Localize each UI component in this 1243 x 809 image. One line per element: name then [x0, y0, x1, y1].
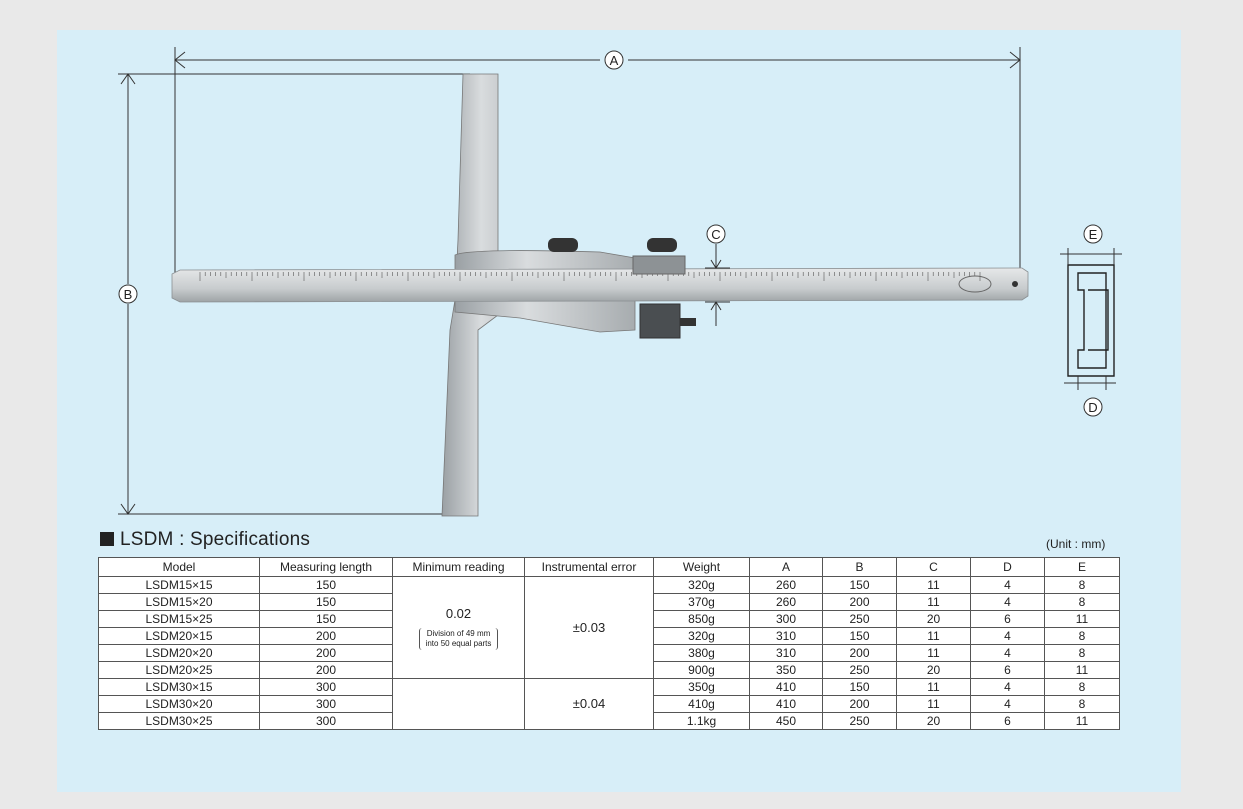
cell-length: 150: [260, 577, 393, 594]
minimum-reading-value: 0.02: [445, 605, 472, 621]
title-square-icon: [100, 532, 114, 546]
header-b: B: [823, 558, 897, 577]
cell-b: 150: [823, 679, 897, 696]
beam-hole: [1012, 281, 1018, 287]
label-c: C: [711, 227, 721, 242]
cell-length: 150: [260, 611, 393, 628]
cell-weight: 900g: [654, 662, 750, 679]
cell-c: 20: [897, 662, 971, 679]
cell-length: 200: [260, 645, 393, 662]
note-line-2: into 50 equal parts: [425, 638, 492, 648]
cell-model: LSDM20×20: [99, 645, 260, 662]
cell-b: 200: [823, 645, 897, 662]
cell-weight: 370g: [654, 594, 750, 611]
header-model: Model: [99, 558, 260, 577]
cell-b: 200: [823, 594, 897, 611]
cell-c: 11: [897, 628, 971, 645]
cell-c: 11: [897, 577, 971, 594]
cell-length: 300: [260, 696, 393, 713]
cell-weight: 850g: [654, 611, 750, 628]
cell-b: 250: [823, 611, 897, 628]
cell-d: 6: [971, 713, 1045, 730]
cell-c: 11: [897, 645, 971, 662]
cell-model: LSDM20×15: [99, 628, 260, 645]
table-row: [99, 577, 1120, 594]
fine-adjust-screw: [680, 318, 696, 326]
cell-c: 20: [897, 713, 971, 730]
cell-b: 150: [823, 577, 897, 594]
dimension-e: [1060, 248, 1122, 265]
fine-adjust-block: [640, 304, 680, 338]
label-a: A: [609, 53, 619, 68]
cell-a: 450: [750, 713, 823, 730]
header-instrumental-error: Instrumental error: [525, 558, 654, 577]
cell-weight: 1.1kg: [654, 713, 750, 730]
minimum-reading-note: [419, 628, 499, 650]
cell-c: 20: [897, 611, 971, 628]
header-d: D: [971, 558, 1045, 577]
cell-d: 4: [971, 577, 1045, 594]
cell-c: 11: [897, 594, 971, 611]
cell-weight: 410g: [654, 696, 750, 713]
header-a: A: [750, 558, 823, 577]
note-line-1: Division of 49 mm: [426, 628, 491, 638]
cell-model: LSDM15×15: [99, 577, 260, 594]
label-e: E: [1088, 227, 1098, 242]
cell-length: 300: [260, 679, 393, 696]
cell-e: 11: [1045, 713, 1120, 730]
cell-length: 150: [260, 594, 393, 611]
cell-b: 250: [823, 662, 897, 679]
cell-weight: 350g: [654, 679, 750, 696]
cell-model: LSDM30×15: [99, 679, 260, 696]
dimension-a: [175, 47, 1020, 283]
header-weight: Weight: [654, 558, 750, 577]
cell-d: 4: [971, 594, 1045, 611]
cell-b: 200: [823, 696, 897, 713]
cell-d: 6: [971, 662, 1045, 679]
dimension-d: [1064, 376, 1116, 390]
cell-a: 310: [750, 645, 823, 662]
spec-title-text: LSDM : Specifications: [120, 529, 311, 550]
cell-length: 200: [260, 628, 393, 645]
cell-length: 300: [260, 713, 393, 730]
cell-a: 410: [750, 696, 823, 713]
cell-a: 350: [750, 662, 823, 679]
cell-b: 250: [823, 713, 897, 730]
scale-beam: [172, 268, 1028, 302]
cell-a: 310: [750, 628, 823, 645]
lock-screw-knob-1: [548, 238, 578, 252]
cell-e: 8: [1045, 594, 1120, 611]
cell-d: 4: [971, 628, 1045, 645]
cell-minimum-reading: [393, 577, 525, 679]
label-d: D: [1088, 400, 1098, 415]
specifications-table: [98, 557, 1120, 730]
cell-e: 8: [1045, 628, 1120, 645]
cell-model: LSDM30×25: [99, 713, 260, 730]
table-row: [99, 679, 1120, 696]
cell-error-group-1: ±0.03: [525, 577, 654, 679]
lock-screw-knob-2: [647, 238, 677, 252]
cell-model: LSDM30×20: [99, 696, 260, 713]
spec-title: [100, 529, 310, 551]
unit-note: (Unit : mm): [1046, 537, 1106, 551]
cell-e: 8: [1045, 679, 1120, 696]
cell-model: LSDM20×25: [99, 662, 260, 679]
header-c: C: [897, 558, 971, 577]
cell-c: 11: [897, 679, 971, 696]
cell-model: LSDM15×25: [99, 611, 260, 628]
cell-e: 8: [1045, 696, 1120, 713]
cell-a: 300: [750, 611, 823, 628]
slider-clamp: [633, 256, 685, 274]
cell-model: LSDM15×20: [99, 594, 260, 611]
cell-error-group-2: ±0.04: [525, 679, 654, 730]
cell-weight: 320g: [654, 577, 750, 594]
cell-c: 11: [897, 696, 971, 713]
cell-length: 200: [260, 662, 393, 679]
cell-weight: 320g: [654, 628, 750, 645]
cell-d: 4: [971, 645, 1045, 662]
cell-a: 410: [750, 679, 823, 696]
header-e: E: [1045, 558, 1120, 577]
cell-b: 150: [823, 628, 897, 645]
header-measuring-length: Measuring length: [260, 558, 393, 577]
cell-a: 260: [750, 594, 823, 611]
header-minimum-reading: Minimum reading: [393, 558, 525, 577]
cell-e: 8: [1045, 577, 1120, 594]
cross-section-drawing: [1068, 265, 1114, 376]
cell-minimum-reading-blank: [393, 679, 525, 730]
cell-d: 6: [971, 611, 1045, 628]
table-header-row: [99, 558, 1120, 577]
cell-d: 4: [971, 679, 1045, 696]
cell-e: 8: [1045, 645, 1120, 662]
cell-d: 4: [971, 696, 1045, 713]
label-b: B: [123, 287, 133, 302]
cell-weight: 380g: [654, 645, 750, 662]
cell-e: 11: [1045, 611, 1120, 628]
cell-a: 260: [750, 577, 823, 594]
cell-e: 11: [1045, 662, 1120, 679]
